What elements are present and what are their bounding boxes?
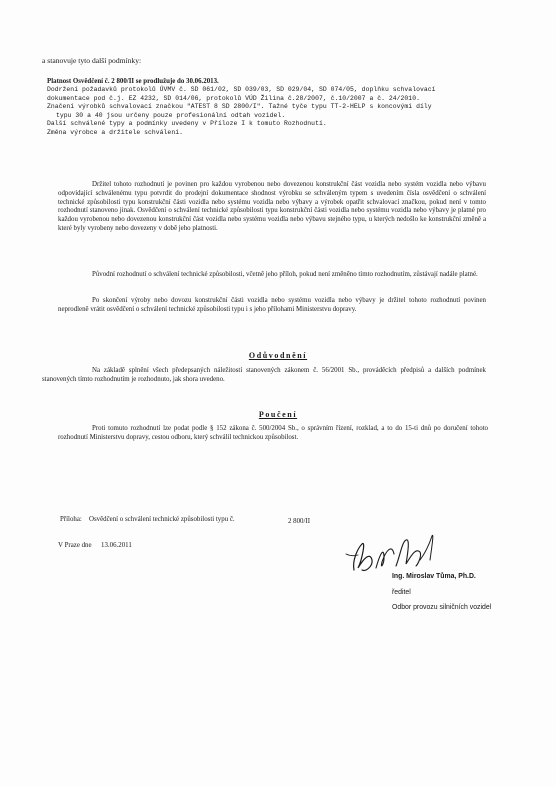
typed-conditions-block <box>47 78 497 138</box>
condition-line: Další schválené typy a podmínky uvedeny v Příloze I k tomuto Rozhodnutí. <box>47 120 327 128</box>
place-date <box>58 542 132 549</box>
attachment-number: 2 800/II <box>288 518 311 525</box>
condition-line: Značení výrobků schvalovací značkou "ATEST 8 SD 2800/I". Tažné tyče typu TT-2-HELP s koncovými díly <box>47 103 432 111</box>
signer-department: Odbor provozu silničních vozidel <box>392 604 492 611</box>
signer-name: Ing. Miroslav Tůma, Ph.D. <box>392 573 476 580</box>
end-of-production-paragraph: Po skončení výroby nebo dovozu konstrukční části vozidla nebo systému vozidla nebo výbavy je držitel tohoto rozhodnutí povinen neprodleně vrátit osvědčení o schválení technické způsobilosti typu i s jeho přílohami Ministerstvu dopravy. <box>58 297 486 313</box>
holder-obligation-paragraph: Držitel tohoto rozhodnutí je povinen pro každou vyrobenou nebo dovezenou konstrukční část vozidla nebo systém vozidla nebo výbavu odpovídající schválenému typu potvrdit do prodejní dokumentace shodnost výrobku se schváleným typem s uvedením čísla osvědčení o schválení technické způsobilosti typu konstrukční části vozidla nebo systému vozidla nebo výbavy a výrobek opatřit schvalovací značkou, pokud není v tomto rozhodnutí stanoveno jinak. Osvědčení o schválení technické způsobilosti typu konstrukční části vozidla nebo systému vozidla nebo výbavy je platné pro každou vyrobenou nebo dovezenou konstrukční část vozidla nebo systému vozidla nebo výbavu stejného typu, u kterých nedošlo ke konstrukční změně a které byly vyrobeny nebo dovezeny v době jeho platnosti. <box>58 181 486 232</box>
condition-line: Dodržení požadavků protokolů ÚVMV č. SD 061/02, SD 039/03, SD 029/04, SD 074/05, doplňku schvalovací <box>47 86 436 93</box>
signer-role: ředitel <box>392 589 411 596</box>
issue-date: 13.06.2011 <box>101 542 132 549</box>
place-label: V Praze dne <box>58 542 92 549</box>
condition-line: dokumentace pod č.j. EZ 4232, SD 014/06, protokolů VÚD Žilina č.28/2007, č.10/2007 a č. 24/2010. <box>47 94 420 102</box>
original-decision-paragraph: Původní rozhodnutí o schválení technické způsobilosti, včetně jeho příloh, pokud není změněno tímto rozhodnutím, zůstávají nadále platné. <box>92 271 478 278</box>
intro-text: a stanovuje tyto další podmínky: <box>42 56 142 65</box>
validity-statement: Platnost Osvědčení č. 2 800/II se prodlužuje do 30.06.2013. <box>47 78 219 85</box>
instruction-text: Proti tomuto rozhodnutí lze podat podle § 152 zákona č. 500/2004 Sb., o správním řízení, rozklad, a to do 15-ti dnů po doručení tohoto rozhodnutí Ministerstvu dopravy, cestou odboru, který schválil technickou způsobilost. <box>58 425 488 441</box>
instruction-heading: Poučení <box>258 410 298 419</box>
condition-line: typu 30 a 40 jsou určeny pouze profesionální odtah vozidel. <box>56 111 286 119</box>
justification-heading: Odůvodnění <box>248 351 308 360</box>
attachment-label: Příloha: <box>60 516 82 523</box>
justification-text: Na základě splnění všech předepsaných náležitostí stanovených zákonem č. 56/2001 Sb., prováděcích předpisů a dalších podmínek stanovených tímto rozhodnutím je rozhodnuto, jak shora uvedeno. <box>42 367 486 383</box>
condition-line: Změna výrobce a držitele schválení. <box>47 128 183 136</box>
attachment-text: Osvědčení o schválení technické způsobilosti typu č. <box>89 516 235 523</box>
